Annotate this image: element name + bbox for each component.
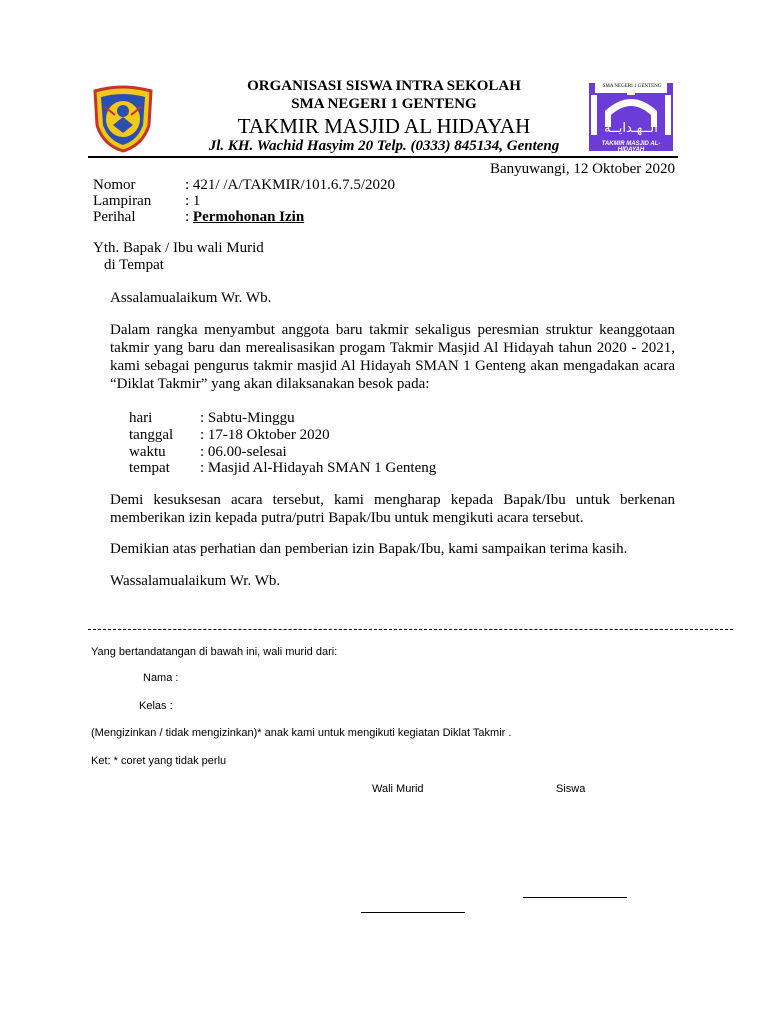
meta-value: : 421/ /A/TAKMIR/101.6.7.5/2020 [185,177,396,193]
org-name: ORGANISASI SISWA INTRA SEKOLAH [247,78,521,94]
student-signature-line [523,897,627,898]
detail-label: tempat [129,460,170,476]
detail-value: : Masjid Al-Hidayah SMAN 1 Genteng [200,460,437,476]
class-field-label: Kelas : [139,700,173,712]
footnote: Ket: * coret yang tidak perlu [91,755,227,767]
recipient: Yth. Bapak / Ibu wali Murid [93,240,264,256]
logo-caption-bottom: TAKMIR MASJID AL-HIDAYAH [601,141,661,153]
slip-intro: Yang bertandatangan di bawah ini, wali murid dari: [91,646,338,658]
meta-label: Perihal [93,209,136,225]
meta-label: Lampiran [93,193,152,209]
detail-label: tanggal [129,427,174,443]
letterhead-title: TAKMIR MASJID AL HIDAYAH [237,114,531,138]
guardian-signature-label: Wali Murid [372,783,424,795]
school-name: SMA NEGERI 1 GENTENG [291,96,477,112]
subject: Permohonan Izin [192,209,305,225]
detail-label: hari [129,410,153,426]
detail-label: waktu [129,444,166,460]
greeting: Assalamualaikum Wr. Wb. [110,290,272,306]
header-rule [88,156,678,158]
body-paragraph: Demi kesuksesan acara tersebut, kami mengharap kepada Bapak/Ibu untuk berkenan memberikan izin kepada putra/putri Bapak/Ibu untuk mengikuti acara tersebut. [110,492,675,526]
address: Jl. KH. Wachid Hasyim 20 Telp. (0333) 845134, Genteng [208,138,560,154]
meta-value: : 1 [185,193,201,209]
body-paragraph: Dalam rangka menyambut anggota baru takmir sekaligus peresmian struktur keanggotaan takmir yang baru dan merealisasikan progam Takmir Masjid Al Hidayah tahun 2020 - 2021, kami sebagai pengurus takmir masjid Al Hidayah SMAN 1 Genteng akan mengadakan acara “Diklat Takmir” yang akan dilaksanakan besok pada: [110,322,675,392]
logo-arabic-text: الــهـدايــه [604,121,658,136]
detail-value: : 06.00-selesai [200,444,287,460]
student-signature-label: Siswa [556,783,586,795]
meta-value [185,208,304,226]
detail-value: : Sabtu-Minggu [200,410,295,426]
meta-prefix: : [185,209,193,225]
thanks-paragraph: Demikian atas perhatian dan pemberian izin Bapak/Ibu, kami sampaikan terima kasih. [110,541,628,557]
recipient-place: di Tempat [104,257,164,273]
consent-statement: (Mengizinkan / tidak mengizinkan)* anak kami untuk mengikuti kegiatan Diklat Takmir . [91,727,512,739]
name-field-label: Nama : [143,672,179,684]
detail-value: : 17-18 Oktober 2020 [200,427,330,443]
letter-date: Banyuwangi, 12 Oktober 2020 [490,161,675,177]
closing: Wassalamualaikum Wr. Wb. [110,573,281,589]
guardian-signature-line [361,912,465,913]
cut-line [88,629,733,630]
meta-label: Nomor [93,177,136,193]
logo-caption-top: SMA NEGERI 1 GENTENG [602,84,662,89]
